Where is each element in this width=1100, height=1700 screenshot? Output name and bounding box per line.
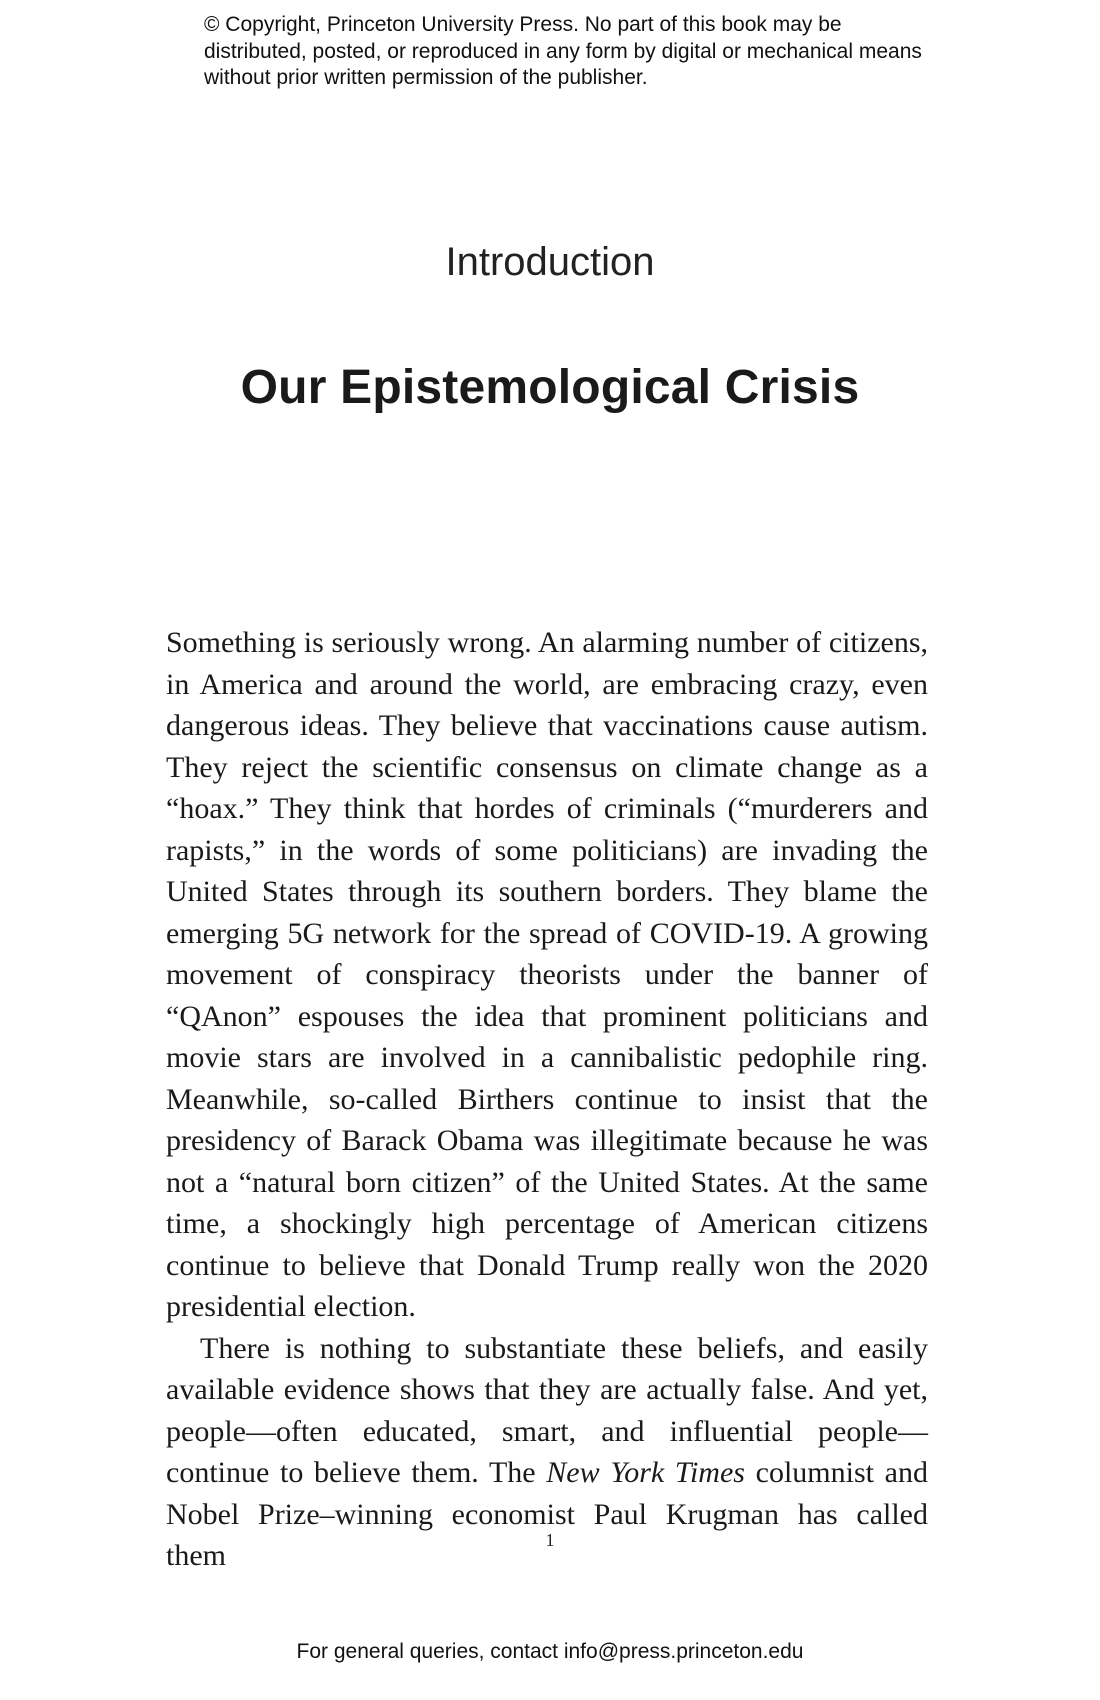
chapter-label: Introduction [445, 240, 655, 284]
paragraph-2-text-start: There is nothing to substantiate these beliefs, and easily available evidence shows that they are actually false. And yet, people—often educated, smart, and influential people—continue to believe them. The [166, 1331, 928, 1489]
footer-contact: For general queries, contact info@press.princeton.edu [296, 1640, 804, 1663]
chapter-title: Our Epistemological Crisis [240, 361, 860, 414]
page-number: 1 [545, 1530, 555, 1550]
paragraph-2-text-end: columnist and Nobel Prize–winning economist Paul Krugman has called them [166, 1456, 928, 1572]
copyright-notice: © Copyright, Princeton University Press. No part of this book may be distributed, posted, or reproduced in any form by digital or mechanical means without prior written permission of the publisher. [204, 13, 922, 89]
paragraph-1: Something is seriously wrong. An alarming number of citizens, in America and around the world, are embracing crazy, even dangerous ideas. They believe that vaccinations cause autism. They reject the scientific consensus on climate change as a “hoax.” They think that hordes of criminals (“murderers and rapists,” in the words of some politicians) are invading the United States through its southern borders. They blame the emerging 5G network for the spread of COVID-19. A growing movement of conspiracy theorists under the banner of “QAnon” espouses the idea that prominent politicians and movie stars are involved in a cannibalistic pedophile ring. Meanwhile, so-called Birthers continue to insist that the presidency of Barack Obama was illegitimate because he was not a “natural born citizen” of the United States. At the same time, a shockingly high percentage of American citizens continue to believe that Donald Trump really won the 2020 presidential election. [166, 626, 928, 1323]
newspaper-title: New York Times [546, 1456, 745, 1489]
body-text [166, 622, 928, 1577]
